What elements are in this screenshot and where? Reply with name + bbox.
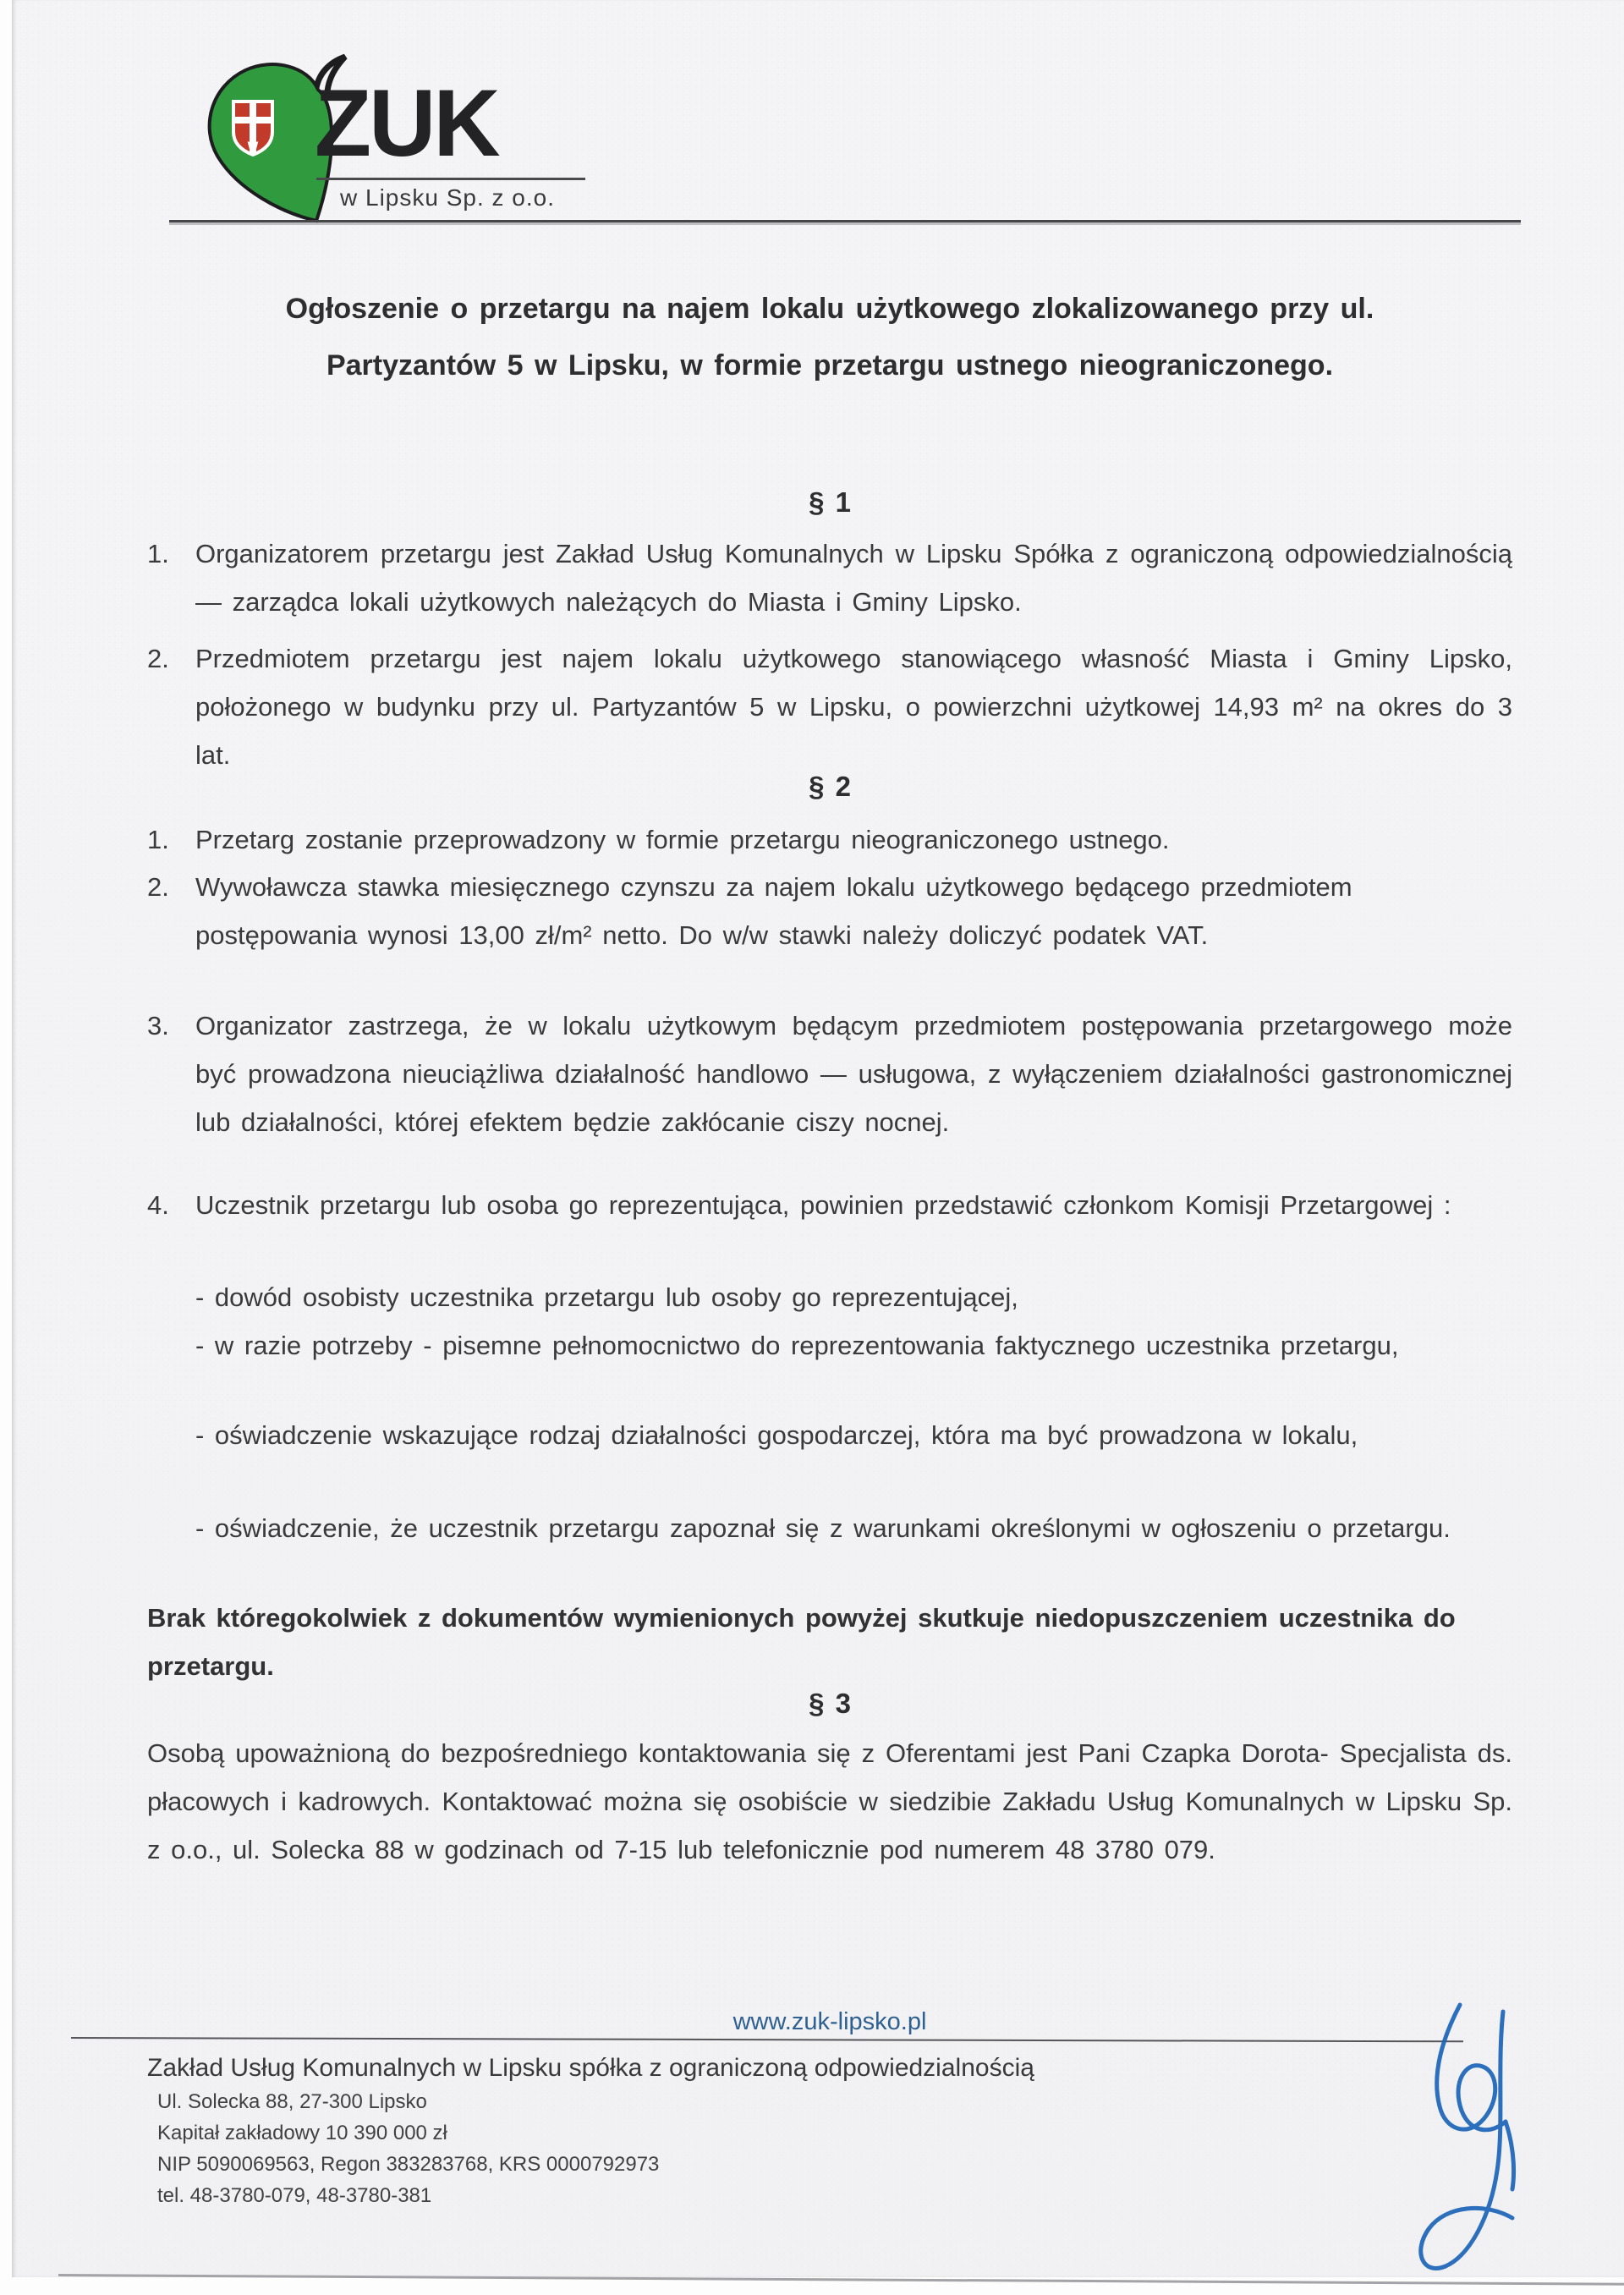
logo-acronym: ZUK <box>315 70 498 176</box>
svg-text:w: w <box>247 138 259 152</box>
section-2-heading: § 2 <box>809 771 851 802</box>
section-3-heading: § 3 <box>809 1688 851 1719</box>
list-item <box>147 863 1512 959</box>
list-item-text: Przetarg zostanie przeprowadzony w formie przetargu nieograniczonego ustnego. <box>195 825 1170 854</box>
list-item-number: 1. <box>147 825 169 854</box>
list-item <box>147 1002 1512 1146</box>
requirement-item: - oświadczenie wskazujące rodzaj działalności gospodarczej, która ma być prowadzona w lokalu, <box>195 1420 1358 1450</box>
list-item-text: Przedmiotem przetargu jest najem lokalu użytkowego stanowiącego własność Miasta i Gminy Lipsko, położonego w budynku przy ul. Partyzantów 5 w Lipsku, o powierzchni użytkowej 14,93 m² na okres do 3 lat. <box>195 644 1512 770</box>
list-item-text: Organizator zastrzega, że w lokalu użytkowym będącym przedmiotem postępowania przetargowego może być prowadzona nieuciążliwa działalność handlowo — usługowa, z wyłączeniem działalności gastronomicznej lub działalności, której efektem będzie zakłócanie ciszy nocnej. <box>195 1011 1512 1137</box>
list-item-text: Organizatorem przetargu jest Zakład Usług Komunalnych w Lipsku Spółka z ograniczoną odpowiedzialnością— zarządca lokali użytkowych należących do Miasta i Gminy Lipsko. <box>195 539 1512 617</box>
company-address: Ul. Solecka 88, 27-300 Lipsko <box>157 2090 427 2113</box>
paper <box>12 0 1624 2277</box>
list-item-number: 4. <box>147 1190 169 1220</box>
list-item <box>147 1181 1512 1229</box>
section-1-heading: § 1 <box>809 486 851 518</box>
logo-underline <box>316 178 585 180</box>
list-item-text: Wywoławcza stawka miesięcznego czynszu za najem lokalu użytkowego będącego przedmiotem postępowania wynosi 13,00 zł/m² netto. Do w/w stawki należy doliczyć podatek VAT. <box>195 872 1352 950</box>
list-item-number: 2. <box>147 872 169 902</box>
requirement-item: - w razie potrzeby - pisemne pełnomocnictwo do reprezentowania faktycznego uczestnika przetargu, <box>195 1331 1399 1360</box>
company-capital: Kapitał zakładowy 10 390 000 zł <box>157 2122 447 2144</box>
company-phone: tel. 48-3780-079, 48-3780-381 <box>157 2184 432 2207</box>
company-logo <box>189 52 587 226</box>
list-item <box>147 634 1512 779</box>
requirement-item: - oświadczenie, że uczestnik przetargu zapoznał się z warunkami określonymi w ogłoszeniu o przetargu. <box>195 1513 1451 1543</box>
contact-paragraph: Osobą upoważnioną do bezpośredniego kontaktowania się z Oferentami jest Pani Czapka Dorota- Specjalista ds. płacowych i kadrowych. Kontaktować można się osobiście w siedzibie Zakładu Usług Komunalnych w Lipsku Sp. z o.o., ul. Solecka 88 w godzinach od 7-15 lub telefonicznie pod numerem 48 3780 079. <box>147 1738 1512 1864</box>
company-name: Zakład Usług Komunalnych w Lipsku spółka z ograniczoną odpowiedzialnością <box>147 2054 1034 2082</box>
company-registry: NIP 5090069563, Regon 383283768, KRS 0000792973 <box>157 2153 660 2176</box>
logo-subtitle: w Lipsku Sp. z o.o. <box>340 184 556 211</box>
requirement-item: - dowód osobisty uczestnika przetargu lub osoby go reprezentującej, <box>195 1282 1018 1312</box>
list-item <box>147 530 1512 626</box>
signature-ink <box>1294 1993 1548 2277</box>
website-link: www.zuk-lipsko.pl <box>732 2008 927 2035</box>
list-item-number: 3. <box>147 1011 169 1040</box>
document-title: Ogłoszenie o przetargu na najem lokalu użytkowego zlokalizowanego przy ul. Partyzantów 5 w Lipsku, w formie przetargu ustnego nieograniczonego. <box>285 293 1374 382</box>
list-item-number: 1. <box>147 539 169 568</box>
warning-text: Brak któregokolwiek z dokumentów wymienionych powyżej skutkuje niedopuszczeniem uczestnika do przetargu. <box>147 1603 1456 1681</box>
list-item-number: 2. <box>147 644 169 673</box>
shield-icon <box>233 102 272 155</box>
list-item <box>147 815 1512 864</box>
list-item-text: Uczestnik przetargu lub osoba go reprezentująca, powinien przedstawić członkom Komisji Przetargowej : <box>195 1190 1451 1220</box>
header-rule <box>169 220 1521 222</box>
